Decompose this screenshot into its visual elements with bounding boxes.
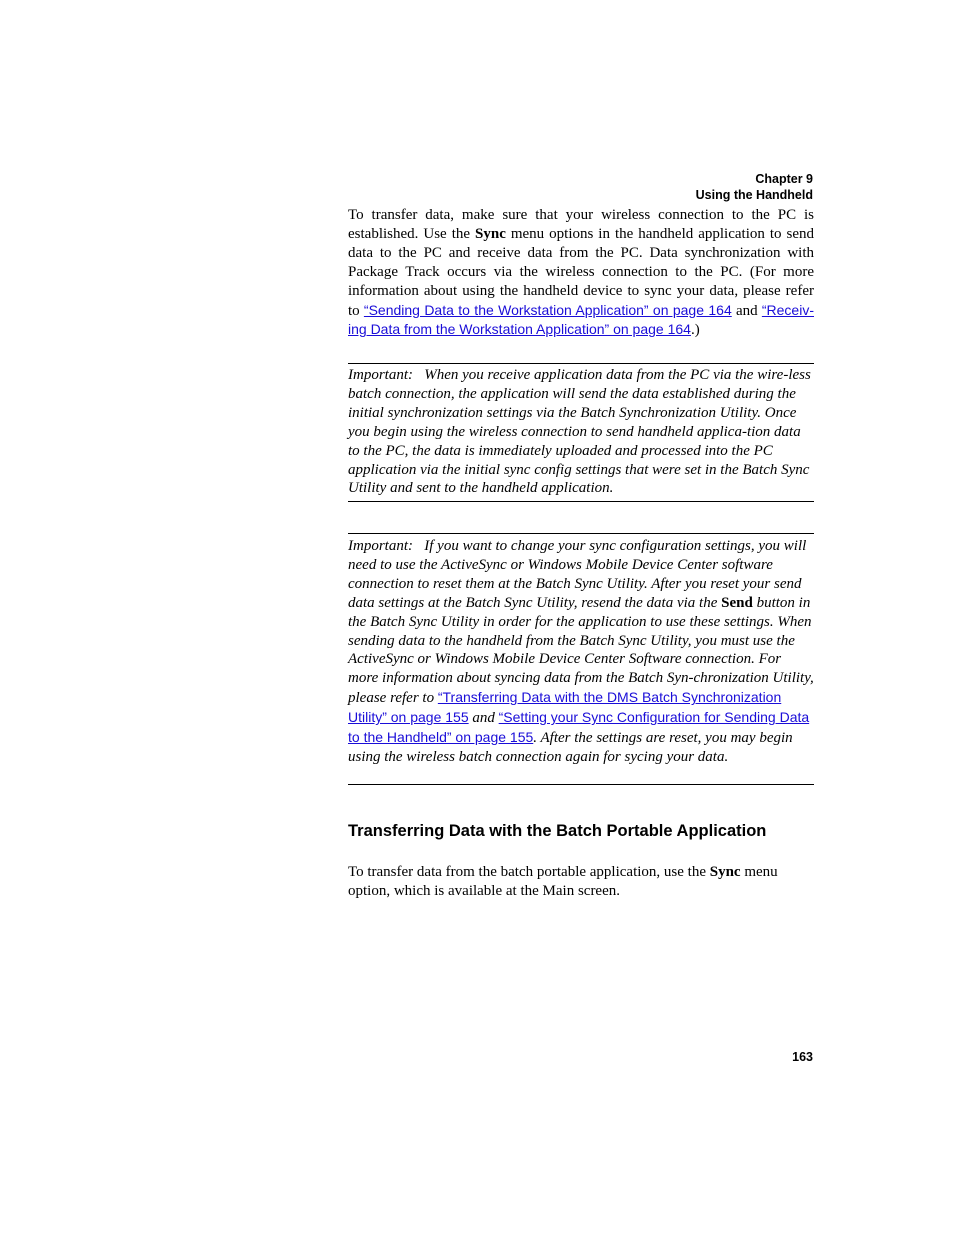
note2-label: Important: xyxy=(348,538,413,554)
section-heading: Transferring Data with the Batch Portable Application xyxy=(348,822,767,840)
note2-bottom-rule xyxy=(348,784,814,785)
note2-top-rule xyxy=(348,533,814,534)
page-number: 163 xyxy=(792,1050,813,1064)
important-note-2: Important: If you want to change your sync configuration settings, you will need to use the ActiveSync or Windows Mobile Device Center software connection to reset them at the Batch Sync Utility. After you reset your send data settings at the Batch Sync Utility, resend the data via the Send button in the Batch Sync Utility in order for the application to use these settings. When sending data to the handheld from the Batch Sync Utility, you must use the ActiveSync or Windows Mobile Device Center Software connection. For more information about syncing data from the Batch Syn-chronization Utility, please refer to “Transferring Data with the DMS Batch Synchronization Utility” on page 155 and “Setting your Sync Configuration for Sending Data to the Handheld” on page 155. After the settings are reset, you may begin using the wireless batch connection again for sycing your data. xyxy=(348,538,814,765)
link-sync-config[interactable]: “Setting your Sync Configuration for Sending Data to the Handheld” on page 155 xyxy=(348,709,810,746)
link-sending-data[interactable]: “Sending Data to the Workstation Application” on page 164 xyxy=(363,301,732,318)
section-block xyxy=(348,821,814,901)
intro-paragraph: To transfer data, make sure that your wireless connection to the PC is established. Use the Sync menu options in the handheld application to send data to the PC and receive data from the PC. Data synchronization with Package Track occurs via the wireless connection to the PC. (For more information about using the handheld device to sync your data, please refer to “Sending Data to the Workstation Application” on page 164 and “Receiv-ing Data from the Workstation Application” on page 164.) xyxy=(348,207,815,339)
sync-term-2: Sync xyxy=(709,864,741,880)
section-paragraph: To transfer data from the batch portable application, use the Sync menu option, which is available at the Main screen. xyxy=(348,864,778,899)
link-dms-batch-sync[interactable]: “Transferring Data with the DMS Batch Synchronization Utility” on page 155 xyxy=(348,689,782,726)
link-receiving-data[interactable]: “Receiv-ing Data from the Workstation Application” on page 164 xyxy=(348,301,814,338)
note1-bottom-rule xyxy=(348,501,814,502)
important-note-1 xyxy=(348,366,814,498)
note1-text: When you receive application data from the PC via the wire-less batch connection, the application will send the data established during the initial synchronization settings via the Batch Synchronization Utility. Once you begin using the wireless connection to send handheld applica-tion data to the PC, the data is immediately uploaded and processed into the PC application via the initial sync config settings that were set in the Batch Sync Utility and sent to the handheld application. xyxy=(348,367,811,497)
sync-term: Sync xyxy=(475,225,506,242)
chapter-label: Chapter 9 xyxy=(755,172,813,186)
note1-top-rule xyxy=(348,363,814,364)
send-term: Send xyxy=(721,594,753,611)
note1-label: Important: xyxy=(348,367,413,383)
chapter-title: Using the Handheld xyxy=(695,188,813,202)
